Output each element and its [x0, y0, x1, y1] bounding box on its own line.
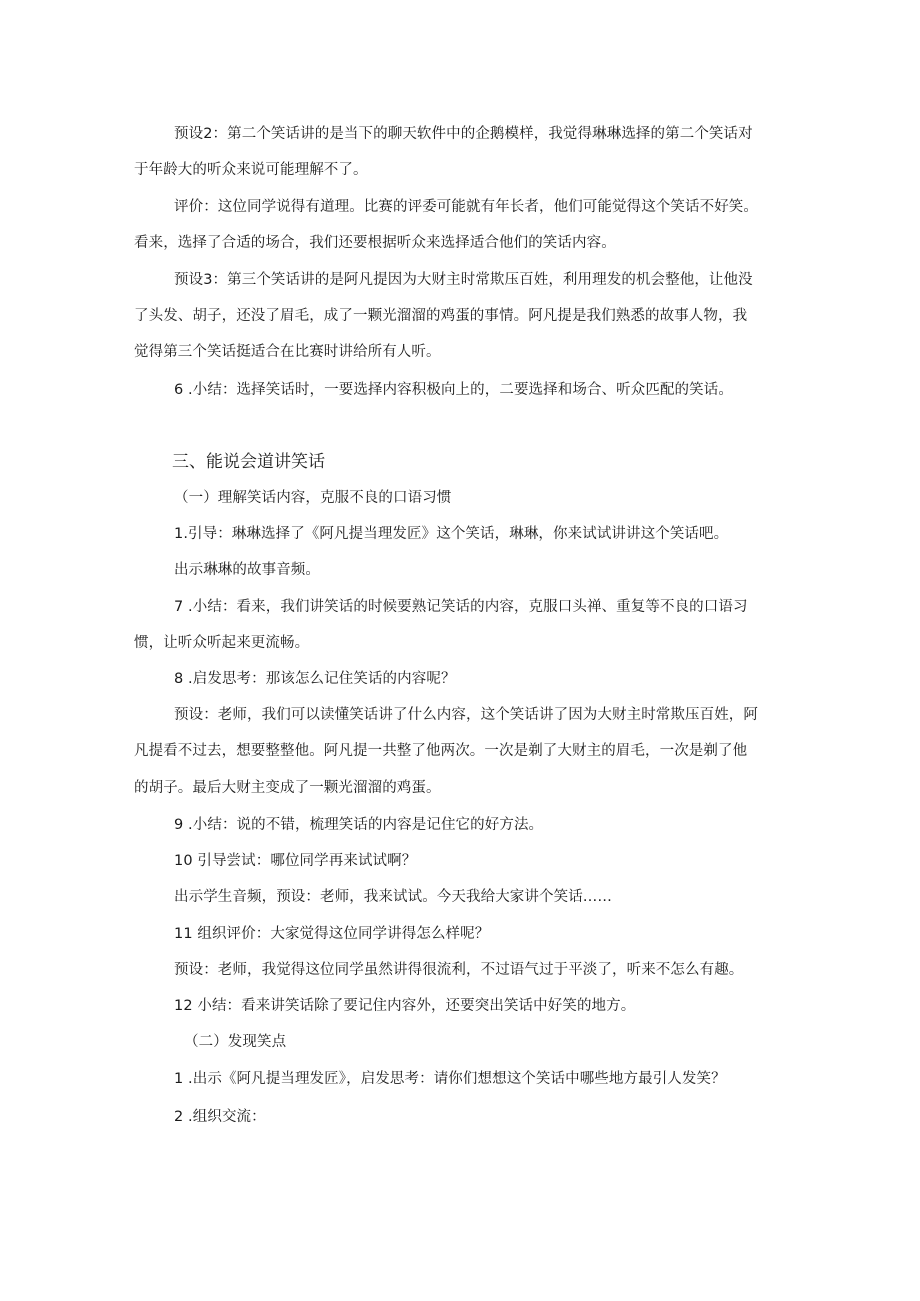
section-title-3: 三、能说会道讲笑话: [172, 452, 325, 472]
paragraph-think8: 8 .启发思考：那该怎么记住笑话的内容呢？: [174, 671, 456, 687]
paragraph-summary9: 9 .小结：说的不错，梳理笑话的内容是记住它的好方法。: [174, 817, 544, 833]
paragraph-preset3-line3: 觉得第三个笑话挺适合在比赛时讲给所有人听。: [134, 344, 441, 360]
paragraph-preset-eval: 预设：老师，我觉得这位同学虽然讲得很流利，不过语气过于平淡了，听来不怎么有趣。: [174, 962, 744, 978]
paragraph-evaluate11: 11 组织评价：大家觉得这位同学讲得怎么样呢？: [174, 926, 490, 942]
paragraph-evaluation-line2: 看来，选择了合适的场合，我们还要根据听众来选择适合他们的笑话内容。: [134, 235, 616, 251]
paragraph-summary12: 12 小结：看来讲笑话除了要记住内容外，还要突出笑话中好笑的地方。: [174, 998, 636, 1014]
paragraph-evaluation-line1: 评价：这位同学说得有道理。比赛的评委可能就有年长者，他们可能觉得这个笑话不好笑。: [174, 199, 758, 215]
paragraph-preset3-line2: 了头发、胡子，还没了眉毛，成了一颗光溜溜的鸡蛋的事情。阿凡提是我们熟悉的故事人物，我: [134, 308, 748, 324]
paragraph-preset2-line2: 于年龄大的听众来说可能理解不了。: [134, 162, 368, 178]
paragraph-summary7-line2: 惯，让听众听起来更流畅。: [134, 635, 310, 651]
paragraph-preset-line1: 预设：老师，我们可以读懂笑话讲了什么内容，这个笑话讲了因为大财主时常欺压百姓，阿: [174, 707, 758, 723]
paragraph-preset-line3: 的胡子。最后大财主变成了一颗光溜溜的鸡蛋。: [134, 780, 441, 796]
paragraph-preset3-line1: 预设3：第三个笑话讲的是阿凡提因为大财主时常欺压百姓，利用理发的机会整他，让他没: [174, 272, 753, 288]
paragraph-preset2-line1: 预设2：第二个笑话讲的是当下的聊天软件中的企鹅模样，我觉得琳琳选择的第二个笑话对: [174, 126, 753, 142]
subsection-title-1: （一）理解笑话内容，克服不良的口语习惯: [174, 490, 452, 506]
paragraph-guide10: 10 引导尝试：哪位同学再来试试啊？: [174, 853, 417, 869]
paragraph-summary7-line1: 7 .小结：看来，我们讲笑话的时候要熟记笑话的内容，克服口头禅、重复等不良的口语习: [174, 599, 748, 615]
paragraph-show1: 1 .出示《阿凡提当理发匠》，启发思考：请你们想想这个笑话中哪些地方最引人发笑？: [174, 1071, 726, 1087]
paragraph-preset-line2: 凡提看不过去，想要整整他。阿凡提一共整了他两次。一次是剃了大财主的眉毛，一次是剃了他: [134, 743, 748, 759]
paragraph-guide1: 1.引导：琳琳选择了《阿凡提当理发匠》这个笑话，琳琳，你来试试讲讲这个笑话吧。: [174, 526, 729, 542]
paragraph-audio1: 出示琳琳的故事音频。: [174, 562, 320, 578]
paragraph-audio2: 出示学生音频，预设：老师，我来试试。今天我给大家讲个笑话……: [174, 889, 612, 905]
paragraph-discuss2: 2 .组织交流：: [174, 1109, 266, 1125]
subsection-title-2: （二）发现笑点: [184, 1034, 287, 1050]
paragraph-summary6: 6 .小结：选择笑话时，一要选择内容积极向上的，二要选择和场合、听众匹配的笑话。: [174, 382, 733, 398]
